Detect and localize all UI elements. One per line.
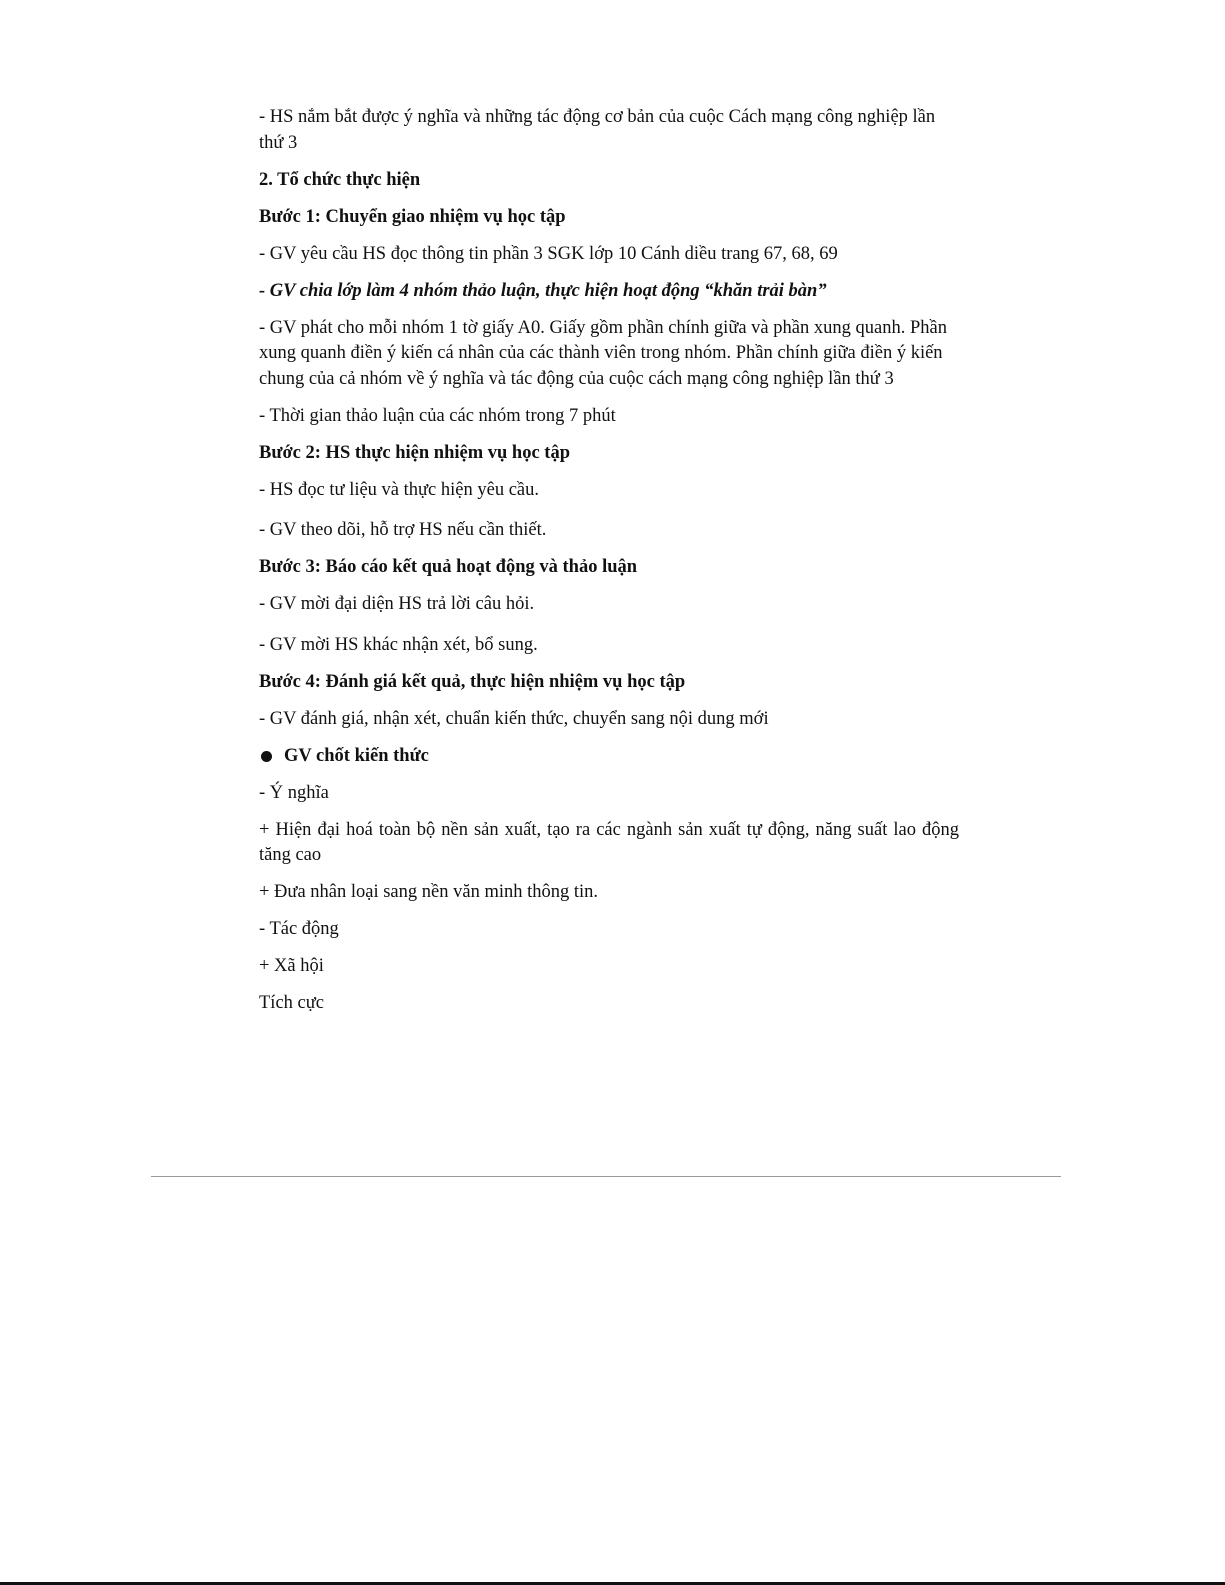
bullet-icon [261,751,272,762]
paragraph-read-textbook: - GV yêu cầu HS đọc thông tin phần 3 SGK lớp 10 Cánh diều trang 67, 68, 69 [259,243,838,264]
paragraph-society-label: + Xã hội [259,956,324,976]
paragraph-group-activity: - GV chia lớp làm 4 nhóm thảo luận, thực hiện hoạt động “khăn trải bàn” [259,280,827,301]
paragraph-discussion-time: - Thời gian thảo luận của các nhóm trong 7 phút [259,405,616,426]
document-body [259,105,959,1028]
page-divider [151,1176,1061,1177]
paragraph-impact-label: - Tác động [259,919,339,939]
paragraph-positive-label: Tích cực [259,993,324,1013]
paragraph-teacher-support: - GV theo dõi, hỗ trợ HS nếu cần thiết. [259,520,547,540]
paragraph-modernization: + Hiện đại hoá toàn bộ nền sản xuất, tạo ra các ngành sản xuất tự động, năng suất lao động tăng cao [259,819,959,865]
heading-step-2: Bước 2: HS thực hiện nhiệm vụ học tập [259,442,571,463]
heading-implementation: 2. Tổ chức thực hiện [259,169,421,190]
heading-step-4: Bước 4: Đánh giá kết quả, thực hiện nhiệm vụ học tập [259,671,686,692]
heading-step-1: Bước 1: Chuyển giao nhiệm vụ học tập [259,206,566,227]
bullet-item-conclusion [259,744,959,770]
bullet-item-label: GV chốt kiến thức [284,745,429,766]
paragraph-peer-comment: - GV mời HS khác nhận xét, bổ sung. [259,634,538,655]
paragraph-student-answer: - GV mời đại diện HS trả lời câu hỏi. [259,594,535,614]
paragraph-a0-paper: - GV phát cho mỗi nhóm 1 tờ giấy A0. Giấy gồm phần chính giữa và phần xung quanh. Phần xung quanh điền ý kiến cá nhân của các thành viên trong nhóm. Phần chính giữa điền ý kiến chung của cả nhóm về ý nghĩa và tác động của cuộc cách mạng công nghiệp lần thứ 3 [259,317,947,389]
paragraph-read-materials: - HS đọc tư liệu và thực hiện yêu cầu. [259,479,540,500]
paragraph-information-civilization: + Đưa nhân loại sang nền văn minh thông tin. [259,882,599,902]
heading-step-3: Bước 3: Báo cáo kết quả hoạt động và thảo luận [259,557,638,577]
paragraph-teacher-evaluation: - GV đánh giá, nhận xét, chuẩn kiến thức, chuyển sang nội dung mới [259,708,769,729]
paragraph-meaning-label: - Ý nghĩa [259,782,329,803]
paragraph-objective: - HS nắm bắt được ý nghĩa và những tác động cơ bản của cuộc Cách mạng công nghiệp lần thứ 3 [259,107,936,153]
